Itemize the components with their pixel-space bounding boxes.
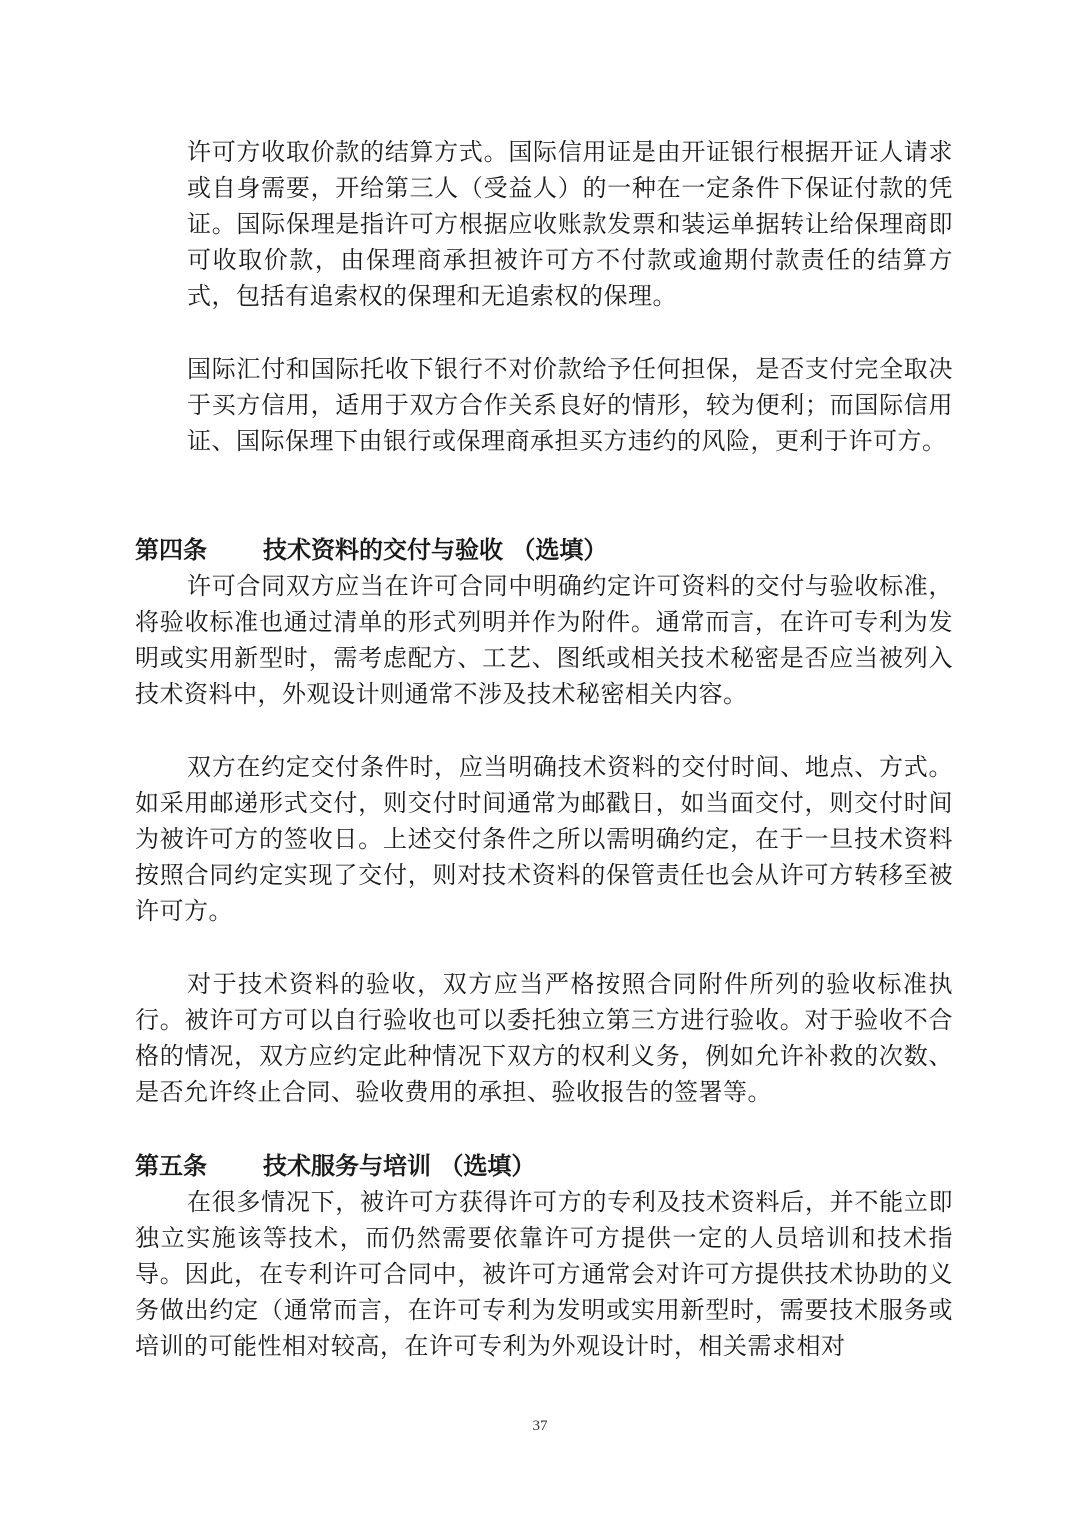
section-heading-5: [135, 1148, 535, 1184]
paragraph-delivery-conditions: 双方在约定交付条件时，应当明确技术资料的交付时间、地点、方式。如采用邮递形式交付，则交付时间通常为邮戳日，如当面交付，则交付时间为被许可方的签收日。上述交付条件之所以需明确约定，在于一旦技术资料按照合同约定实现了交付，则对技术资料的保管责任也会从许可方转移至被许可方。: [135, 753, 953, 925]
paragraph-acceptance: 对于技术资料的验收，双方应当严格按照合同附件所列的验收标准执行。被许可方可以自行验收也可以委托独立第三方进行验收。对于验收不合格的情况，双方应约定此种情况下双方的权利义务，例如允许补救的次数、是否允许终止合同、验收费用的承担、验收报告的签署等。: [135, 970, 953, 1106]
section-number: 第四条: [135, 535, 207, 564]
section-title: 技术服务与培训 （选填）: [263, 1151, 536, 1180]
section-heading-4: [135, 532, 607, 568]
paragraph-settlement-methods: 许可方收取价款的结算方式。国际信用证是由开证银行根据开证人请求或自身需要，开给第三人（受益人）的一种在一定条件下保证付款的凭证。国际保理是指许可方根据应收账款发票和装运单据转让给保理商即可收取价款，由保理商承担被许可方不付款或逾期付款责任的结算方式，包括有追索权的保理和无追索权的保理。: [187, 138, 953, 310]
section-title: 技术资料的交付与验收 （选填）: [263, 535, 608, 564]
paragraph-delivery-standards: 许可合同双方应当在许可合同中明确约定许可资料的交付与验收标准，将验收标准也通过清单的形式列明并作为附件。通常而言，在许可专利为发明或实用新型时，需考虑配方、工艺、图纸或相关技术秘密是否应当被列入技术资料中，外观设计则通常不涉及技术秘密相关内容。: [135, 572, 953, 708]
page-number: 37: [532, 1418, 548, 1434]
paragraph-technical-service: 在很多情况下，被许可方获得许可方的专利及技术资料后，并不能立即独立实施该等技术，而仍然需要依靠许可方提供一定的人员培训和技术指导。因此，在专利许可合同中，被许可方通常会对许可方提供技术协助的义务做出约定（通常而言，在许可专利为发明或实用新型时，需要技术服务或培训的可能性相对较高，在许可专利为外观设计时，相关需求相对: [135, 1188, 953, 1360]
paragraph-payment-comparison: 国际汇付和国际托收下银行不对价款给予任何担保，是否支付完全取决于买方信用，适用于双方合作关系良好的情形，较为便利；而国际信用证、国际保理下由银行或保理商承担买方违约的风险，更利于许可方。: [187, 355, 953, 455]
section-number: 第五条: [135, 1151, 207, 1180]
